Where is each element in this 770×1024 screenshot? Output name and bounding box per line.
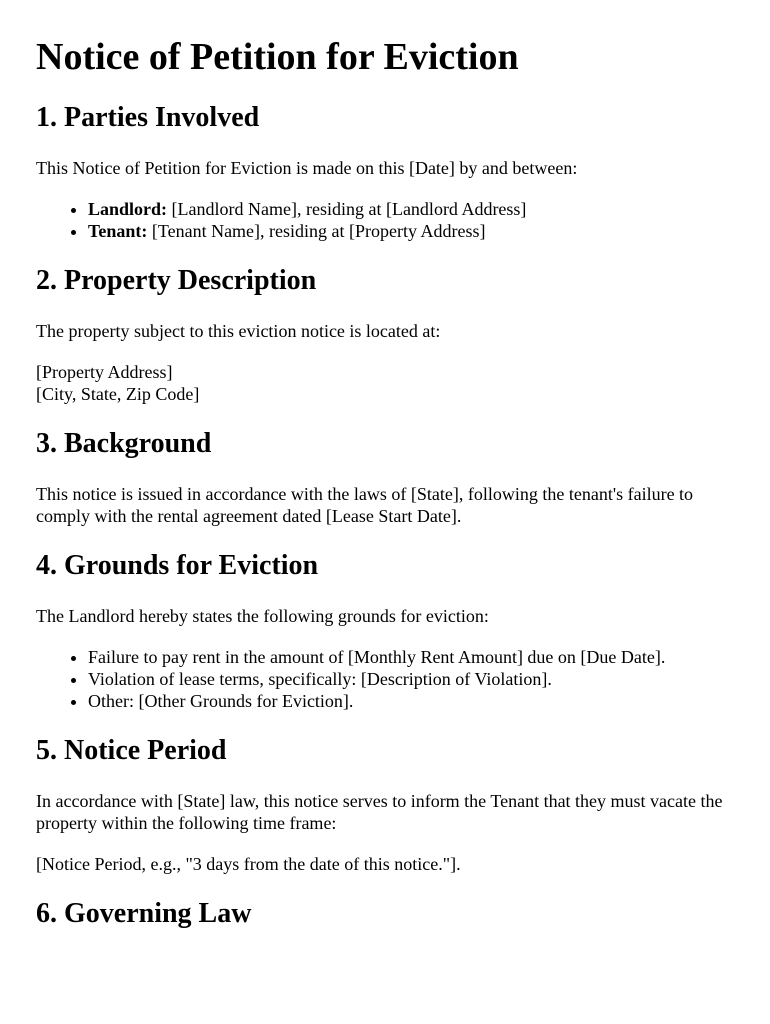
- party-text: [Tenant Name], residing at [Property Address]: [147, 221, 486, 241]
- parties-intro: This Notice of Petition for Eviction is made on this [Date] by and between:: [36, 158, 578, 178]
- list-item: [88, 220, 734, 242]
- section-heading-governing-law: 6. Governing Law: [36, 898, 252, 929]
- address-line-1: [Property Address]: [36, 362, 173, 382]
- section-heading-grounds: 4. Grounds for Eviction: [36, 550, 319, 581]
- property-address: [36, 361, 734, 405]
- grounds-intro: The Landlord hereby states the following grounds for eviction:: [36, 606, 489, 626]
- list-item: [88, 198, 734, 220]
- section-heading-parties: 1. Parties Involved: [36, 102, 260, 133]
- party-label: Landlord:: [88, 199, 168, 219]
- address-line-2: [City, State, Zip Code]: [36, 384, 200, 404]
- document-title: Notice of Petition for Eviction: [36, 36, 519, 78]
- notice-period-body: In accordance with [State] law, this notice serves to inform the Tenant that they must vacate the property within the following time frame:: [36, 791, 723, 833]
- property-intro: The property subject to this eviction notice is located at:: [36, 321, 441, 341]
- list-item: • Other: [Other Grounds for Eviction].: [88, 690, 734, 712]
- list-item: • Failure to pay rent in the amount of [Monthly Rent Amount] due on [Due Date].: [88, 646, 734, 668]
- party-label: Tenant:: [88, 221, 148, 241]
- background-body: This notice is issued in accordance with the laws of [State], following the tenant's failure to comply with the rental agreement dated [Lease Start Date].: [36, 484, 694, 526]
- list-item: • Violation of lease terms, specifically: [Description of Violation].: [88, 668, 734, 690]
- section-heading-notice-period: 5. Notice Period: [36, 735, 227, 766]
- section-heading-background: 3. Background: [36, 428, 212, 459]
- parties-list: [36, 198, 734, 242]
- notice-period-value: [Notice Period, e.g., "3 days from the date of this notice."].: [36, 854, 461, 874]
- party-text: [Landlord Name], residing at [Landlord Address]: [167, 199, 527, 219]
- grounds-list: [36, 646, 734, 712]
- section-heading-property: 2. Property Description: [36, 265, 317, 296]
